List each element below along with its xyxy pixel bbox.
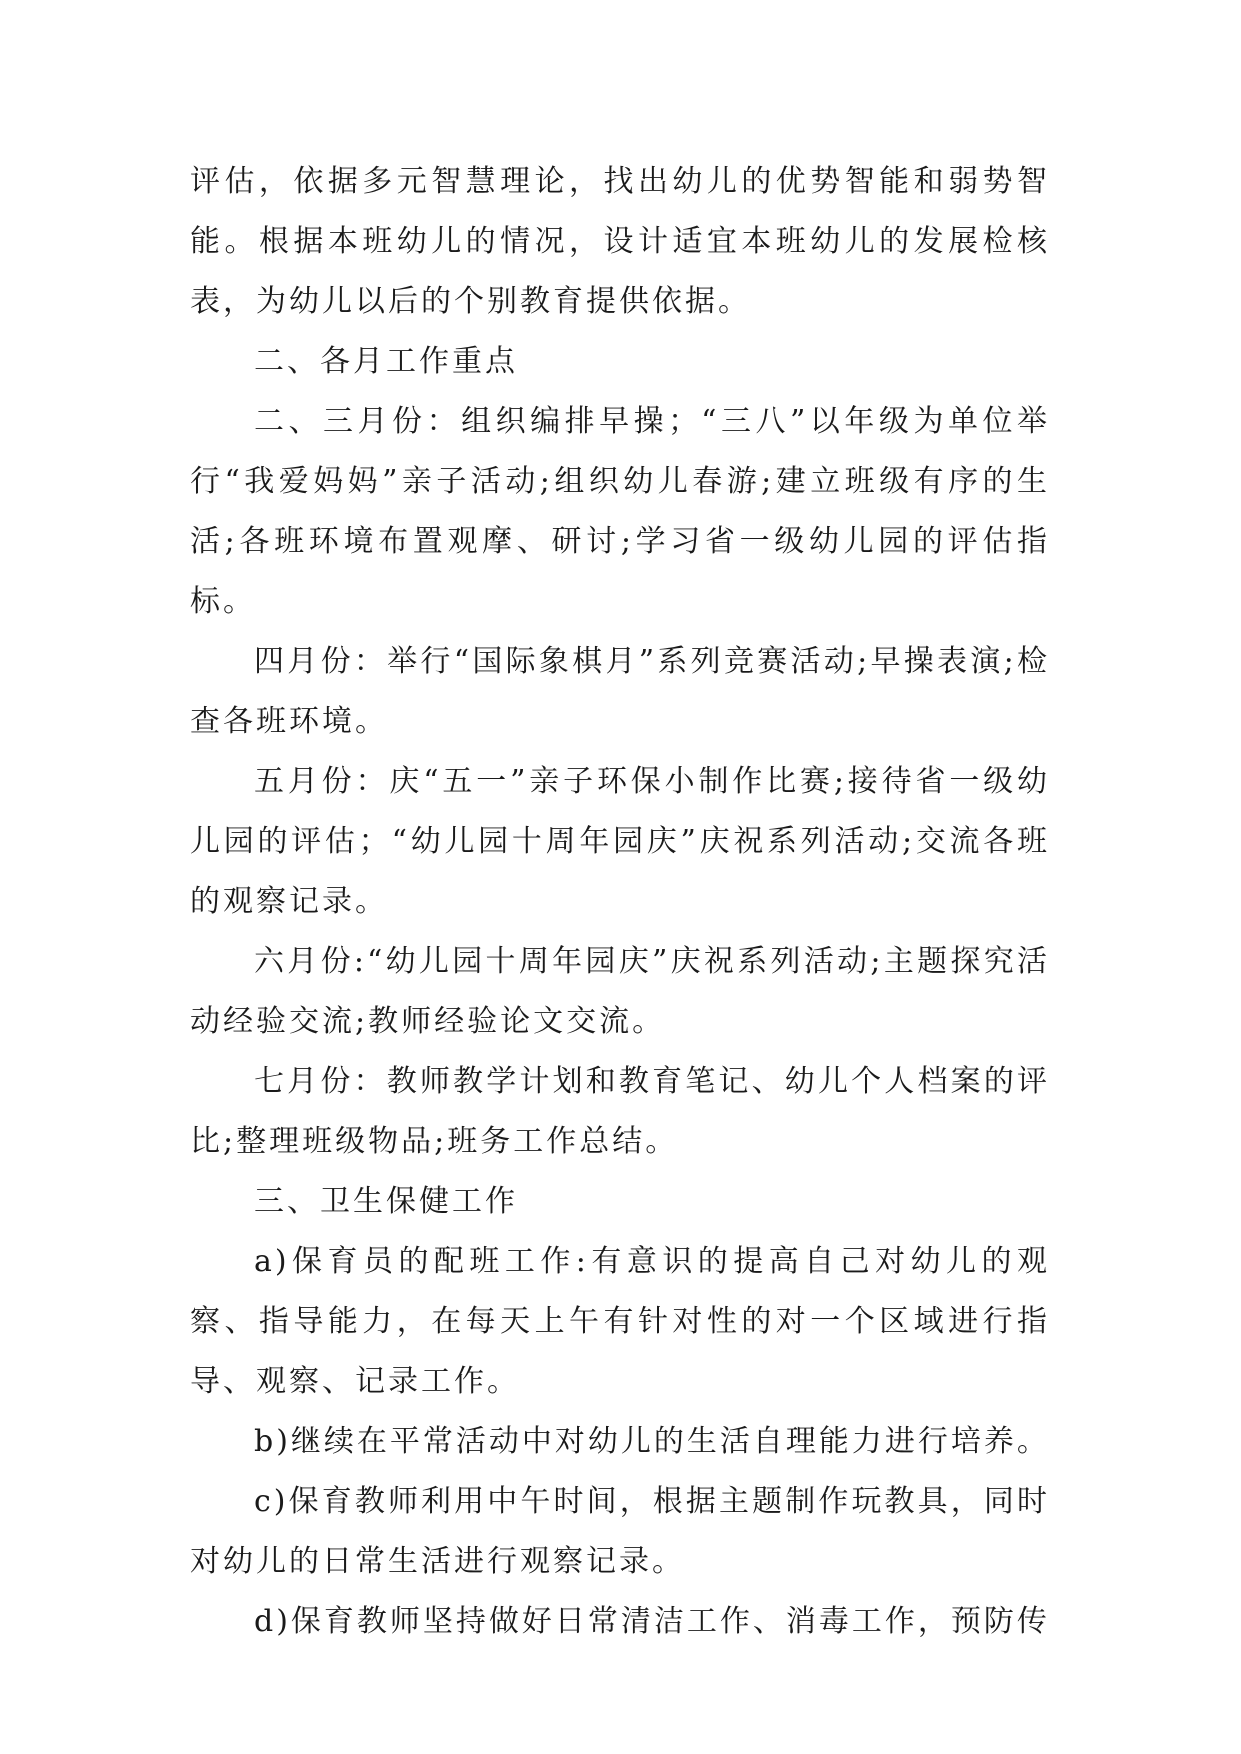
paragraph-april: 四月份：举行“国际象棋月”系列竞赛活动;早操表演;检查各班环境。 [190,644,1050,739]
document-body [190,152,1050,1652]
paragraph-item-c: c)保育教师利用中午时间，根据主题制作玩教具，同时对幼儿的日常生活进行观察记录。 [190,1484,1050,1579]
paragraph-june: 六月份:“幼儿园十周年园庆”庆祝系列活动;主题探究活动经验交流;教师经验论文交流。 [190,944,1050,1039]
section-heading-health-care: 三、卫生保健工作 [254,1184,518,1219]
paragraph-item-b: b)继续在平常活动中对幼儿的生活自理能力进行培养。 [254,1424,1050,1459]
section-heading-monthly-focus: 二、各月工作重点 [254,344,518,379]
paragraph-item-d: d)保育教师坚持做好日常清洁工作、消毒工作，预防传 [254,1604,1050,1639]
paragraph-feb-march: 二、三月份：组织编排早操；“三八”以年级为单位举行“我爱妈妈”亲子活动;组织幼儿春游;建立班级有序的生活;各班环境布置观摩、研讨;学习省一级幼儿园的评估指标。 [190,404,1050,619]
paragraph-continuation: 评估，依据多元智慧理论，找出幼儿的优势智能和弱势智能。根据本班幼儿的情况，设计适宜本班幼儿的发展检核表，为幼儿以后的个别教育提供依据。 [190,164,1050,319]
paragraph-july: 七月份：教师教学计划和教育笔记、幼儿个人档案的评比;整理班级物品;班务工作总结。 [190,1064,1050,1159]
paragraph-may: 五月份：庆“五一”亲子环保小制作比赛;接待省一级幼儿园的评估；“幼儿园十周年园庆”庆祝系列活动;交流各班的观察记录。 [190,764,1050,919]
paragraph-item-a: a)保育员的配班工作:有意识的提高自己对幼儿的观察、指导能力，在每天上午有针对性的对一个区域进行指导、观察、记录工作。 [190,1244,1050,1399]
